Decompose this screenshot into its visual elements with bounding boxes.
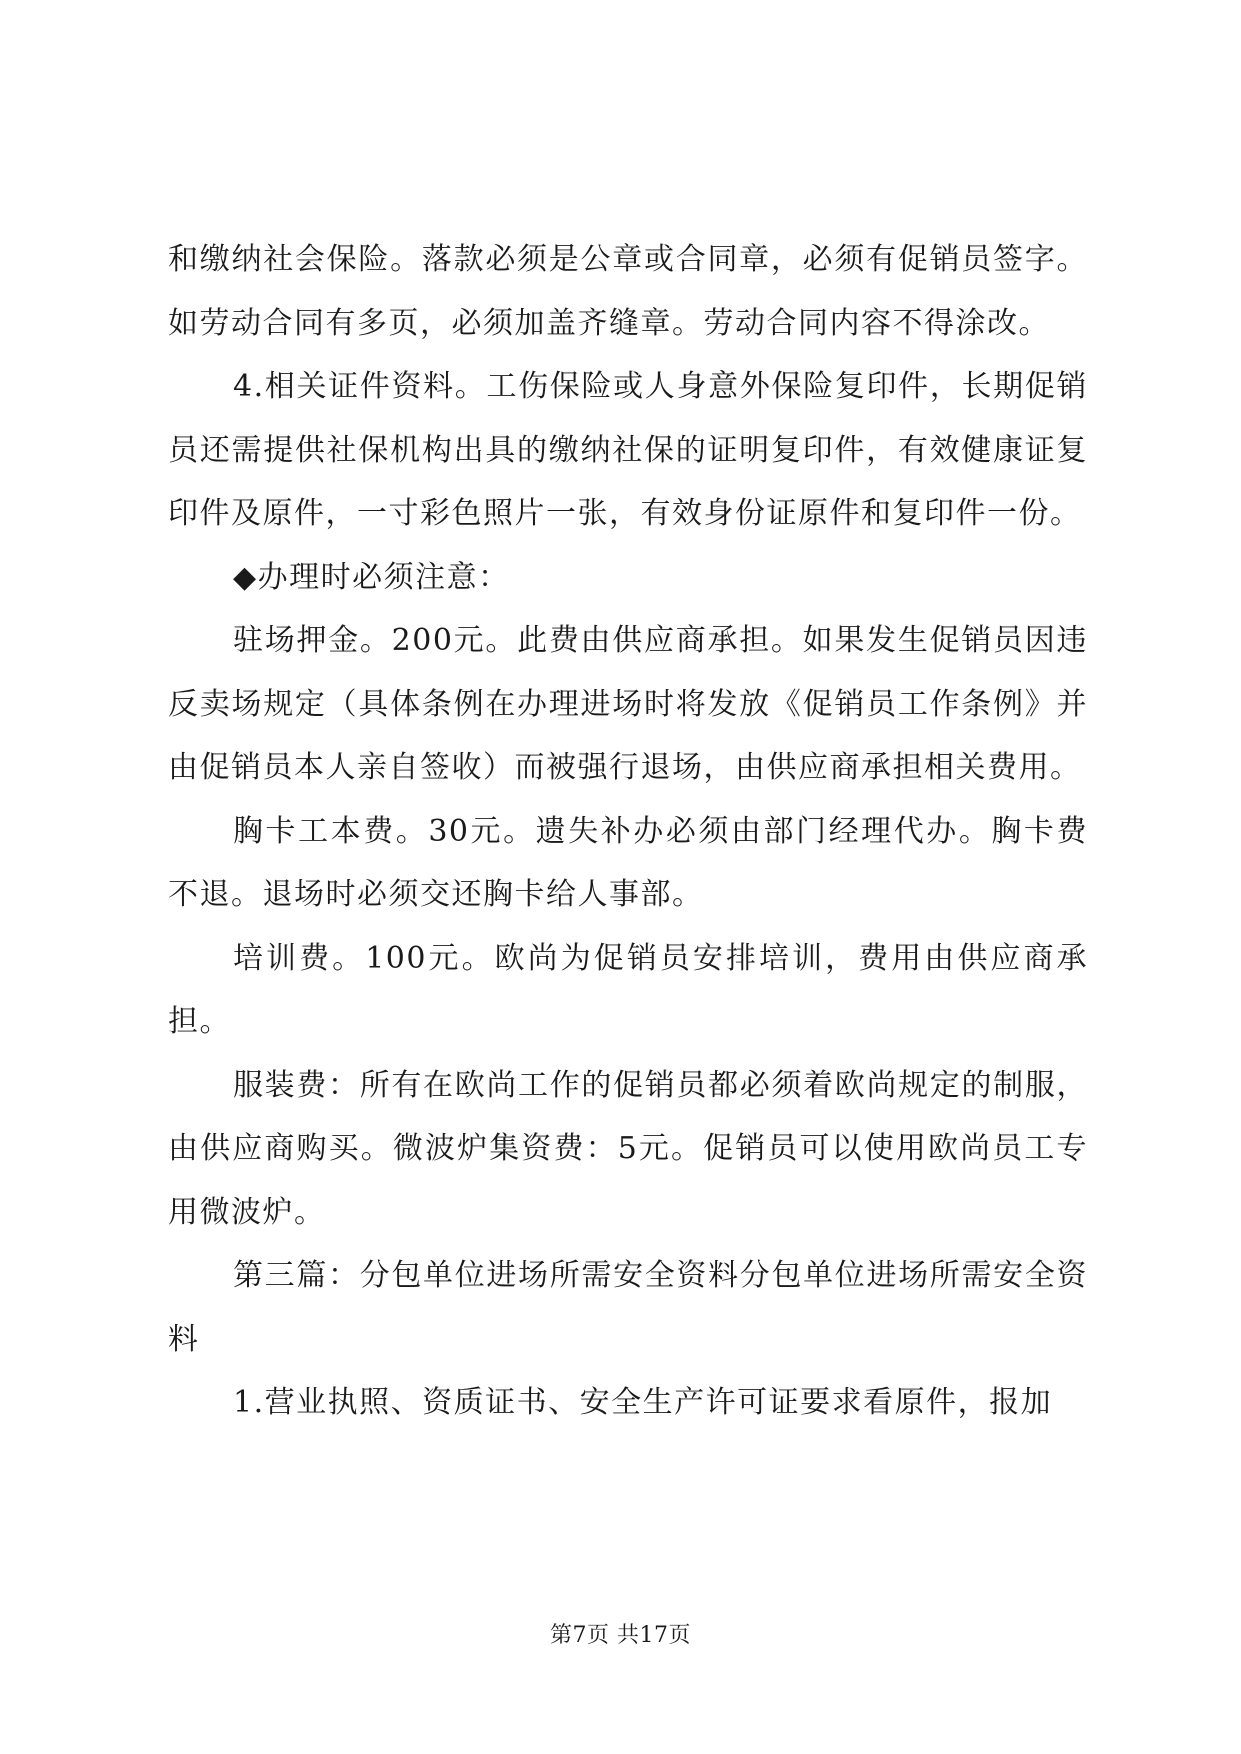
- paragraph-social-insurance: 和缴纳社会保险。落款必须是公章或合同章，必须有促销员签字。如劳动合同有多页，必须加盖齐缝章。劳动合同内容不得涂改。: [168, 242, 1088, 341]
- paragraph-business-license: 1.营业执照、资质证书、安全生产许可证要求看原件，报加: [233, 1385, 1053, 1420]
- paragraph-uniform-fee: 服装费：所有在欧尚工作的促销员都必须着欧尚规定的制服，由供应商购买。微波炉集资费：5元。促销员可以使用欧尚员工专用微波炉。: [168, 1067, 1088, 1230]
- paragraph-section-three-title: 第三篇：分包单位进场所需安全资料分包单位进场所需安全资料: [168, 1258, 1088, 1357]
- paragraph-deposit: 驻场押金。200元。此费由供应商承担。如果发生促销员因违反卖场规定（具体条例在办理进场时将发放《促销员工作条例》并由促销员本人亲自签收）而被强行退场，由供应商承担相关费用。: [168, 623, 1088, 785]
- page-number-footer: 第7页 共17页: [550, 1623, 691, 1648]
- paragraph-certificates: 4.相关证件资料。工伤保险或人身意外保险复印件，长期促销员还需提供社保机构出具的缴纳社保的证明复印件，有效健康证复印件及原件，一寸彩色照片一张，有效身份证原件和复印件一份。: [168, 369, 1088, 531]
- document-body: [168, 228, 1088, 1435]
- paragraph-badge-fee: 胸卡工本费。30元。遗失补办必须由部门经理代办。胸卡费不退。退场时必须交还胸卡给人事部。: [168, 813, 1088, 912]
- paragraph-notice-heading: ◆办理时必须注意：: [233, 559, 510, 595]
- paragraph-training-fee: 培训费。100元。欧尚为促销员安排培训，费用由供应商承担。: [168, 940, 1088, 1039]
